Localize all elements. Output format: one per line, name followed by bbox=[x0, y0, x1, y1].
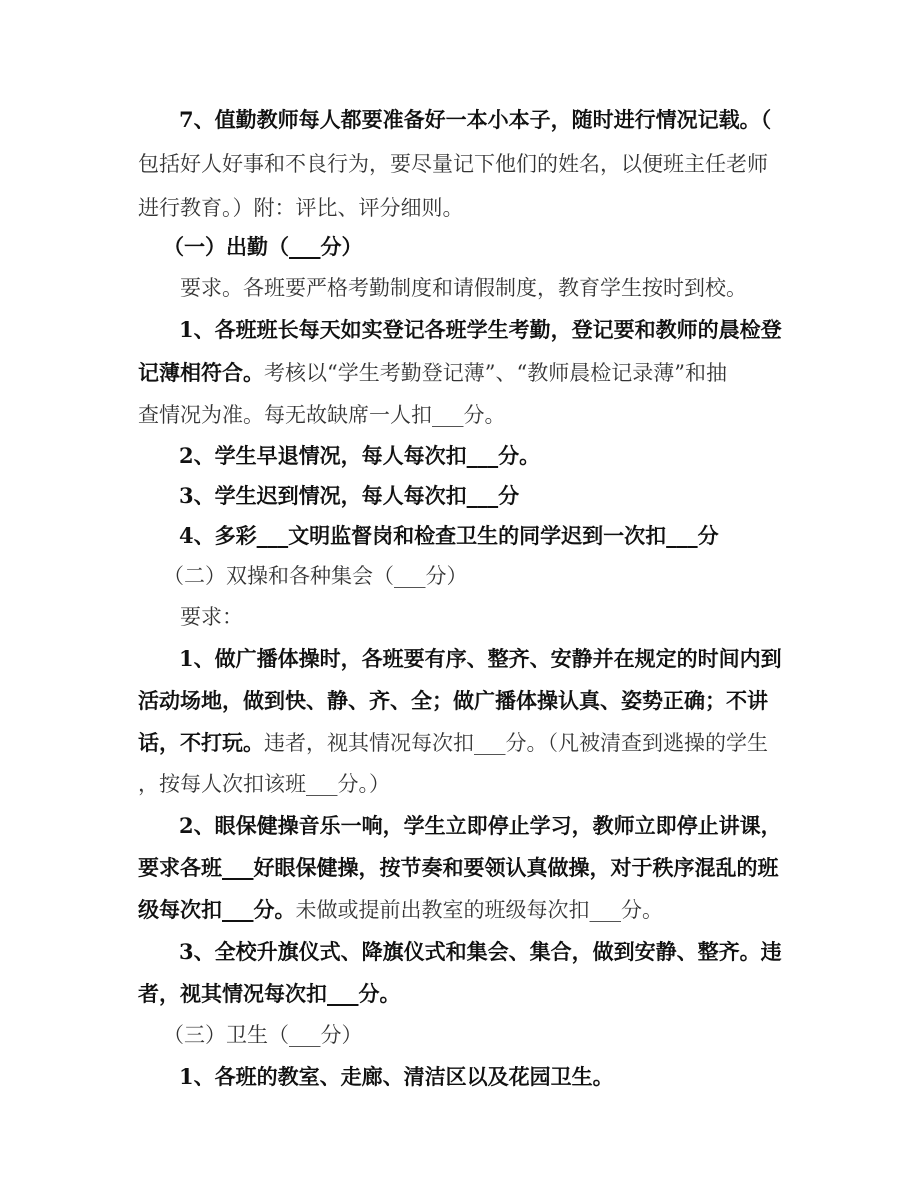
exercises-item-3-line-2: 者，视其情况每次扣___分。 bbox=[138, 981, 401, 1006]
paragraph-7-line-1: 7、值勤教师每人都要准备好一本小本子，随时进行情况记载。（ bbox=[179, 107, 772, 132]
attendance-item-1-line-2 bbox=[0, 353, 920, 393]
hygiene-item-1: 1、各班的教室、走廊、清洁区以及花园卫生。 bbox=[179, 1064, 614, 1089]
attendance-item-2: 2、学生早退情况，每人每次扣___分。 bbox=[179, 443, 541, 468]
exercises-item-1-line-2: 活动场地，做到快、静、齐、全；做广播体操认真、姿势正确；不讲 bbox=[138, 688, 768, 713]
attendance-item-1-line-3: 查情况为准。每无故缺席一人扣___分。 bbox=[138, 403, 506, 427]
attendance-item-1-line-1: 1、各班班长每天如实登记各班学生考勤，登记要和教师的晨检登 bbox=[179, 317, 782, 342]
attendance-item-4: 4、多彩___文明监督岗和检查卫生的同学迟到一次扣___分 bbox=[179, 523, 719, 548]
attendance-item-3: 3、学生迟到情况，每人每次扣___分 bbox=[179, 483, 520, 508]
exercises-item-1-line-1: 1、做广播体操时，各班要有序、整齐、安静并在规定的时间内到 bbox=[179, 646, 782, 671]
paragraph-7-line-3: 进行教育。）附：评比、评分细则。 bbox=[138, 196, 464, 220]
exercises-item-2-line-1: 2、眼保健操音乐一响，学生立即停止学习，教师立即停止讲课， bbox=[179, 813, 782, 838]
exercises-item-2-line-2: 要求各班___好眼保健操，按节奏和要领认真做操，对于秩序混乱的班 bbox=[138, 855, 779, 880]
section-heading-attendance: （一）出勤（___分） bbox=[163, 234, 363, 259]
attendance-item-1-normal-part: 考核以“学生考勤登记薄”、“教师晨检记录薄”和抽 bbox=[264, 361, 727, 385]
exercises-item-1-bold-part: 话，不打玩。 bbox=[138, 730, 264, 755]
exercises-item-2-normal-part: 未做或提前出教室的班级每次扣___分。 bbox=[295, 898, 663, 922]
exercises-item-1-line-4: ，按每人次扣该班___分。） bbox=[138, 772, 390, 796]
exercises-requirement: 要求： bbox=[180, 605, 243, 629]
exercises-item-2-line-3 bbox=[0, 890, 920, 930]
exercises-item-2-bold-part: 级每次扣___分。 bbox=[138, 897, 296, 922]
paragraph-7-line-2: 包括好人好事和不良行为，要尽量记下他们的姓名，以便班主任老师 bbox=[138, 152, 768, 176]
section-heading-exercises: （二）双操和各种集会（___分） bbox=[163, 564, 468, 588]
attendance-item-1-bold-part: 记薄相符合。 bbox=[138, 360, 264, 385]
exercises-item-1-normal-part: 违者，视其情况每次扣___分。（凡被清查到逃操的学生 bbox=[264, 731, 768, 755]
section-heading-hygiene: （三）卫生（___分） bbox=[163, 1023, 363, 1047]
exercises-item-3-line-1: 3、全校升旗仪式、降旗仪式和集会、集合，做到安静、整齐。违 bbox=[179, 939, 782, 964]
exercises-item-1-line-3 bbox=[0, 723, 920, 763]
attendance-requirement: 要求。各班要严格考勤制度和请假制度，教育学生按时到校。 bbox=[180, 276, 747, 300]
